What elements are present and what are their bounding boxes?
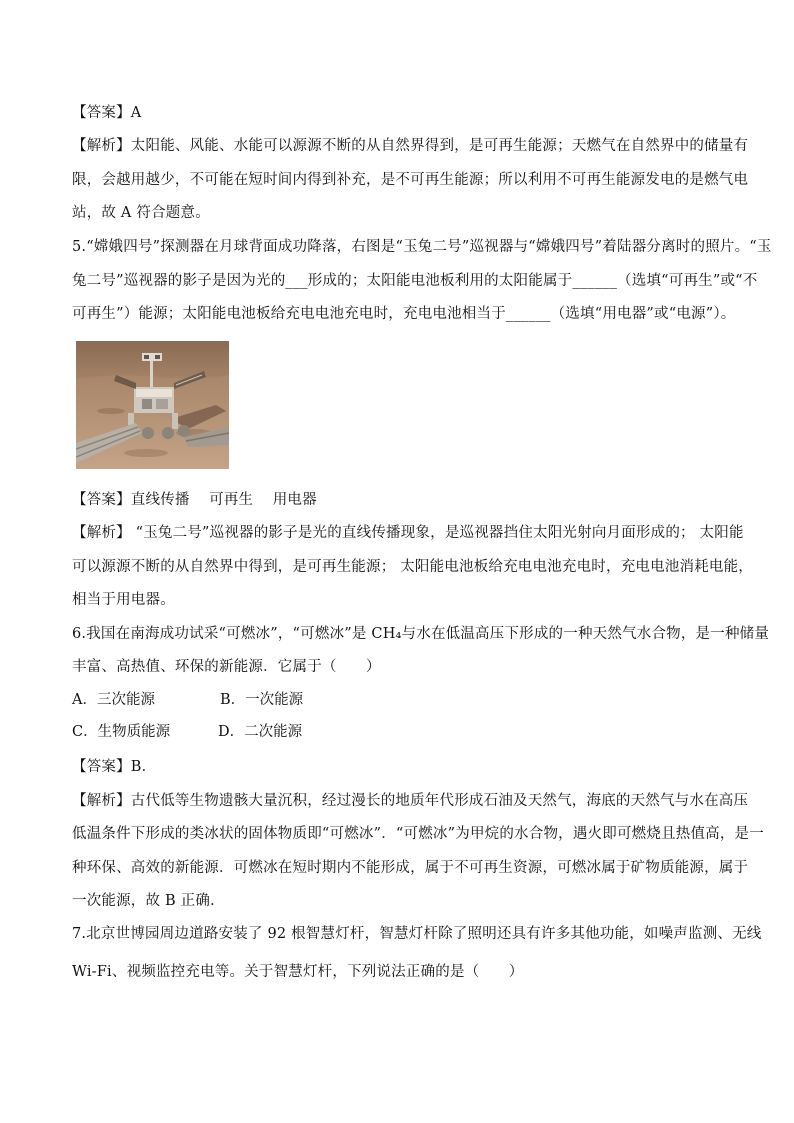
q5-analysis-line-1: 【解析】 “玉兔二号”巡视器的影子是光的直线传播现象，是巡视器挡住太阳光射向月面形成的； 太阳能 (72, 525, 744, 541)
q6-analysis-line-2: 低温条件下形成的类冰状的固体物质即“可燃冰”．“可燃冰”为甲烷的水合物，遇火即可燃烧且热值高，是一 (72, 826, 764, 842)
q4-analysis-line-2: 限，会越用越少，不可能在短时间内得到补充，是不可再生能源；所以利用不可再生能源发电的是燃气电 (72, 172, 749, 188)
q5-question-line-3: 可再生”）能源；太阳能电池板给充电电池充电时，充电电池相当于______（选填“用电器”或“电源”）。 (72, 306, 736, 322)
lunar-rover-photo (76, 341, 229, 469)
q6-analysis-line-3: 种环保、高效的新能源．可燃冰在短时期内不能形成，属于不可再生资源，可燃冰属于矿物质能源，属于 (72, 860, 749, 876)
q5-analysis-line-3: 相当于用电器。 (72, 592, 175, 608)
q5-answer: 【答案】直线传播 可再生 用电器 (72, 492, 317, 508)
q6-option-a: A．三次能源 (72, 692, 155, 708)
q4-analysis-line-3: 站，故 A 符合题意。 (72, 205, 210, 221)
q6-analysis-line-4: 一次能源，故 B 正确． (72, 893, 225, 909)
q5-analysis-line-2: 可以源源不断的从自然界中得到，是可再生能源； 太阳能电池板给充电电池充电时，充电电池消耗电能， (72, 559, 754, 575)
q6-analysis-line-1: 【解析】古代低等生物遗骸大量沉积，经过漫长的地质年代形成石油及天然气，海底的天然气与水在高压 (72, 793, 749, 809)
q6-option-d: D．二次能源 (218, 724, 303, 740)
q5-question-line-2: 兔二号”巡视器的影子是因为光的___形成的；太阳能电池板利用的太阳能属于______（选填“可再生”或“不 (72, 273, 758, 289)
q6-question-line-2: 丰富、高热值、环保的新能源．它属于（ ） (72, 659, 381, 675)
q6-answer: 【答案】B． (72, 759, 157, 775)
q6-option-b: B．一次能源 (220, 692, 304, 708)
q7-question-line-1: 7.北京世博园周边道路安装了 92 根智慧灯杆，智慧灯杆除了照明还具有许多其他功能，如噪声监测、无线 (72, 926, 762, 942)
q7-question-line-2: Wi-Fi、视频监控充电等。关于智慧灯杆，下列说法正确的是（ ） (72, 964, 524, 980)
q5-question-line-1: 5.“嫦娥四号”探测器在月球背面成功降落，右图是“玉兔二号”巡视器与“嫦娥四号”着陆器分离时的照片。“玉 (72, 239, 772, 255)
q4-answer: 【答案】A (72, 105, 142, 121)
q6-question-line-1: 6.我国在南海成功试采“可燃冰”，“可燃冰”是 CH₄与水在低温高压下形成的一种天然气水合物，是一种储量 (72, 626, 770, 642)
q4-analysis-line-1: 【解析】太阳能、风能、水能可以源源不断的从自然界得到，是可再生能源；天燃气在自然界中的储量有 (72, 138, 749, 154)
q6-option-c: C．生物质能源 (72, 724, 171, 740)
